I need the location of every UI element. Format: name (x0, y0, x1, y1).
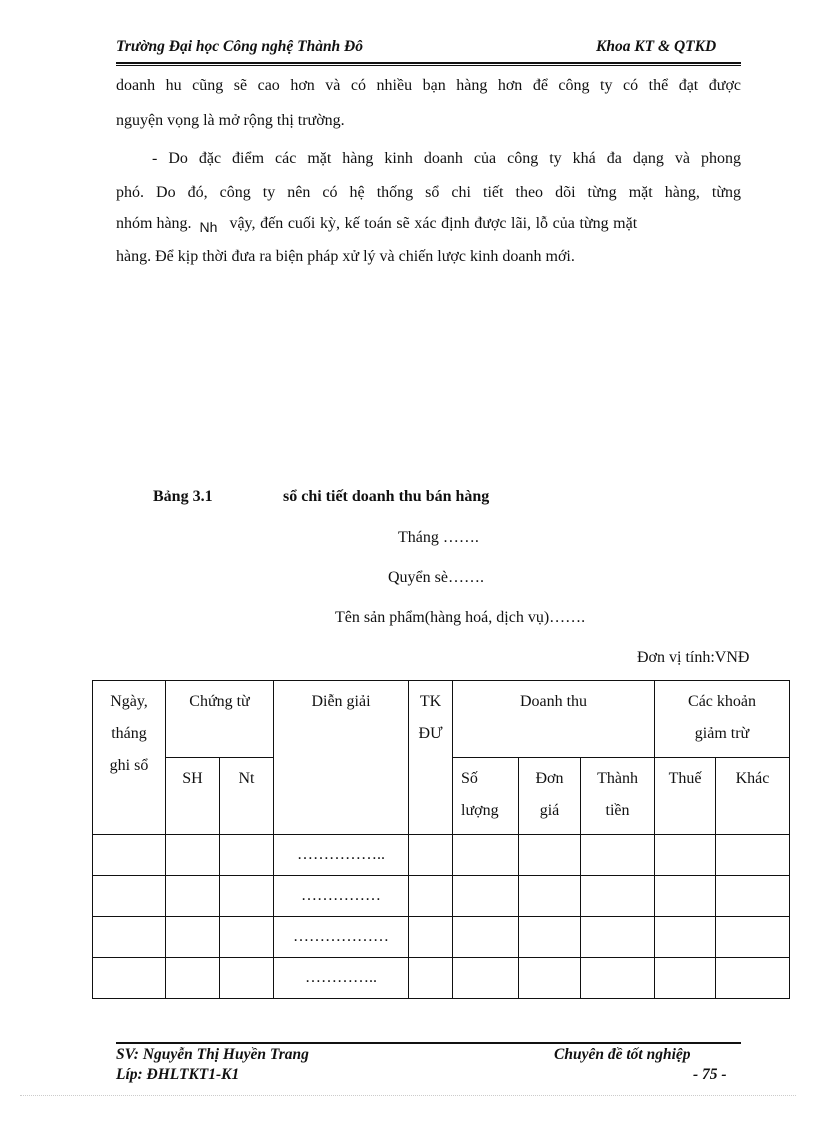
footer-document: Chuyên đề tốt nghiệp (554, 1046, 691, 1063)
paragraph-line: hàng. Để kịp thời đưa ra biện pháp xử lý và chiến lược kinh doanh mới. (116, 248, 575, 265)
paragraph-line: - Do đặc điểm các mặt hàng kinh doanh của công ty khá đa dạng và phong (152, 150, 741, 167)
row-description: ……………… (274, 917, 409, 958)
paragraph-line (116, 215, 741, 233)
col-header-quantity-1: Số (461, 770, 478, 787)
paragraph-fragment: vậy, đến cuối kỳ, kế toán sẽ xác định được lãi, lỗ của từng mặt (229, 215, 638, 232)
col-header-quantity-2: lượng (461, 802, 499, 819)
col-header-quantity (453, 758, 519, 835)
footer-rule (116, 1042, 741, 1044)
paragraph-line: doanh hu cũng sẽ cao hơn và có nhiều bạn hàng hơn để công ty có thể đạt được (116, 77, 741, 94)
col-header-amount (581, 758, 655, 835)
table-label: Bảng 3.1 (153, 488, 213, 505)
col-header-account (409, 681, 453, 835)
row-description: …………… (274, 876, 409, 917)
col-header-other: Khác (716, 758, 790, 835)
table-row (93, 958, 790, 999)
table-title: sổ chi tiết doanh thu bán hàng (283, 488, 490, 505)
page-bottom-edge (20, 1095, 796, 1096)
table-book: Quyển sè……. (388, 569, 484, 586)
col-header-date-1: Ngày, (110, 693, 148, 710)
row-description: …………….. (274, 835, 409, 876)
table-month: Tháng ……. (398, 529, 479, 546)
col-header-price-2: giá (539, 802, 560, 819)
revenue-ledger-table (92, 680, 790, 999)
col-header-date-2: tháng (111, 725, 147, 742)
col-header-date (93, 681, 166, 835)
col-header-account-1: TK (419, 693, 442, 710)
paragraph-fragment: Nh (199, 219, 218, 235)
table-row (93, 835, 790, 876)
col-header-revenue: Doanh thu (453, 681, 655, 758)
row-description: ………….. (274, 958, 409, 999)
table-row (93, 917, 790, 958)
header-rule (116, 62, 741, 64)
col-header-amount-2: tiền (605, 802, 630, 819)
table-row (93, 876, 790, 917)
col-header-deductions-2: giảm trừ (694, 725, 750, 742)
paragraph-fragment: nhóm hàng. (116, 215, 192, 232)
col-header-date-3: ghi sổ (109, 757, 149, 774)
table-unit: Đơn vị tính:VNĐ (637, 649, 750, 666)
footer-student: SV: Nguyễn Thị Huyền Trang (116, 1046, 309, 1063)
col-header-voucher: Chứng từ (166, 681, 274, 758)
header-faculty: Khoa KT & QTKD (596, 38, 717, 55)
col-header-price (519, 758, 581, 835)
footer-page-number: - 75 - (693, 1066, 727, 1083)
col-header-amount-1: Thành (597, 770, 638, 787)
col-header-deductions (655, 681, 790, 758)
col-header-account-2: ĐƯ (418, 725, 443, 742)
col-header-nt: Nt (220, 758, 274, 835)
paragraph-line: phó. Do đó, công ty nên có hệ thống sổ chi tiết theo dõi từng mặt hàng, từng (116, 184, 741, 201)
col-header-deductions-1: Các khoản (688, 693, 756, 710)
col-header-tax: Thuế (655, 758, 716, 835)
col-header-description: Diễn giải (274, 681, 409, 835)
header-rule-thin (116, 65, 741, 66)
col-header-price-1: Đơn (535, 770, 564, 787)
header-school: Trường Đại học Công nghệ Thành Đô (116, 38, 364, 55)
paragraph-line: nguyện vọng là mở rộng thị trường. (116, 112, 345, 129)
table-product: Tên sản phẩm(hàng hoá, dịch vụ)……. (335, 609, 586, 626)
col-header-sh: SH (166, 758, 220, 835)
footer-class: Líp: ĐHLTKT1-K1 (116, 1066, 240, 1083)
